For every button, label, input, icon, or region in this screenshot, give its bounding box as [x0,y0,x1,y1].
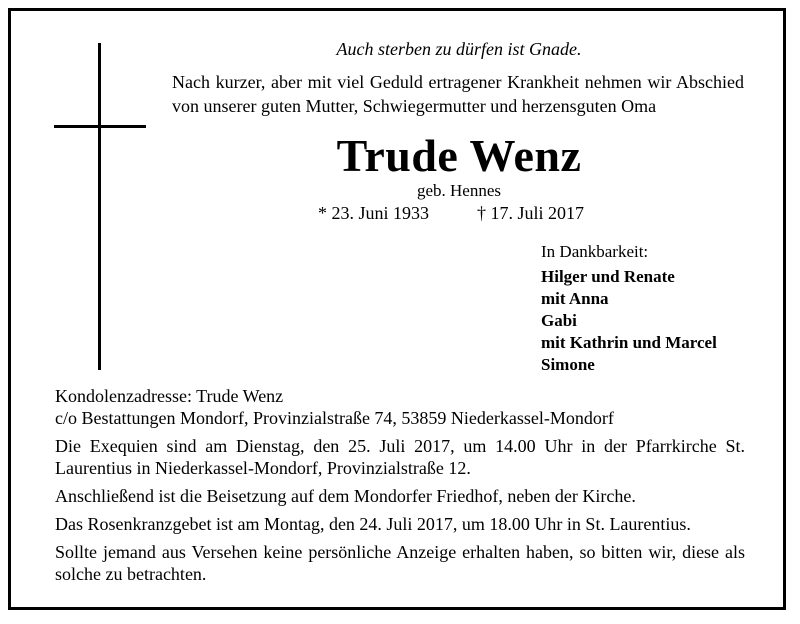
rosary-text: Das Rosenkranzgebet ist am Montag, den 24. Juli 2017, um 18.00 Uhr in St. Laurentius. [55,514,691,534]
exequien-text: Die Exequien sind am Dienstag, den 25. Juli 2017, um 14.00 Uhr in der Pfarrkirche St. Laurentius in Niederkassel-Mondorf, Provinzialstraße 12. [55,436,745,478]
condolence-address: Kondolenzadresse: Trude Wenz [55,386,284,406]
motto: Auch sterben zu dürfen ist Gnade. [336,39,582,59]
life-dates [318,202,584,224]
cross-icon-vertical [98,43,101,370]
notice-text: Sollte jemand aus Versehen keine persönliche Anzeige erhalten haben, so bitten wir, diese als solche zu betrachten. [55,542,745,584]
condolence-address-line2: c/o Bestattungen Mondorf, Provinzialstraße 74, 53859 Niederkassel-Mondorf [55,408,614,428]
intro-text: Nach kurzer, aber mit viel Geduld ertragener Krankheit nehmen wir Abschied von unserer guten Mutter, Schwiegermutter und herzensguten Oma [172,72,744,116]
family-member: Simone [541,355,595,374]
burial-text: Anschließend ist die Beisetzung auf dem Mondorfer Friedhof, neben der Kirche. [55,486,636,506]
family-member: mit Anna [541,289,609,308]
family-member: Hilger und Renate [541,267,675,286]
born-name: geb. Hennes [416,181,502,200]
family-member: mit Kathrin und Marcel [541,333,717,352]
details-section [55,385,745,591]
family-list [541,266,717,376]
death-date: † 17. Juli 2017 [477,203,585,223]
deceased-name: Trude Wenz [336,130,582,181]
thanks-label: In Dankbarkeit: [541,242,649,261]
family-member: Gabi [541,311,577,330]
birth-date: * 23. Juni 1933 [318,203,430,223]
cross-icon-horizontal [54,125,146,128]
